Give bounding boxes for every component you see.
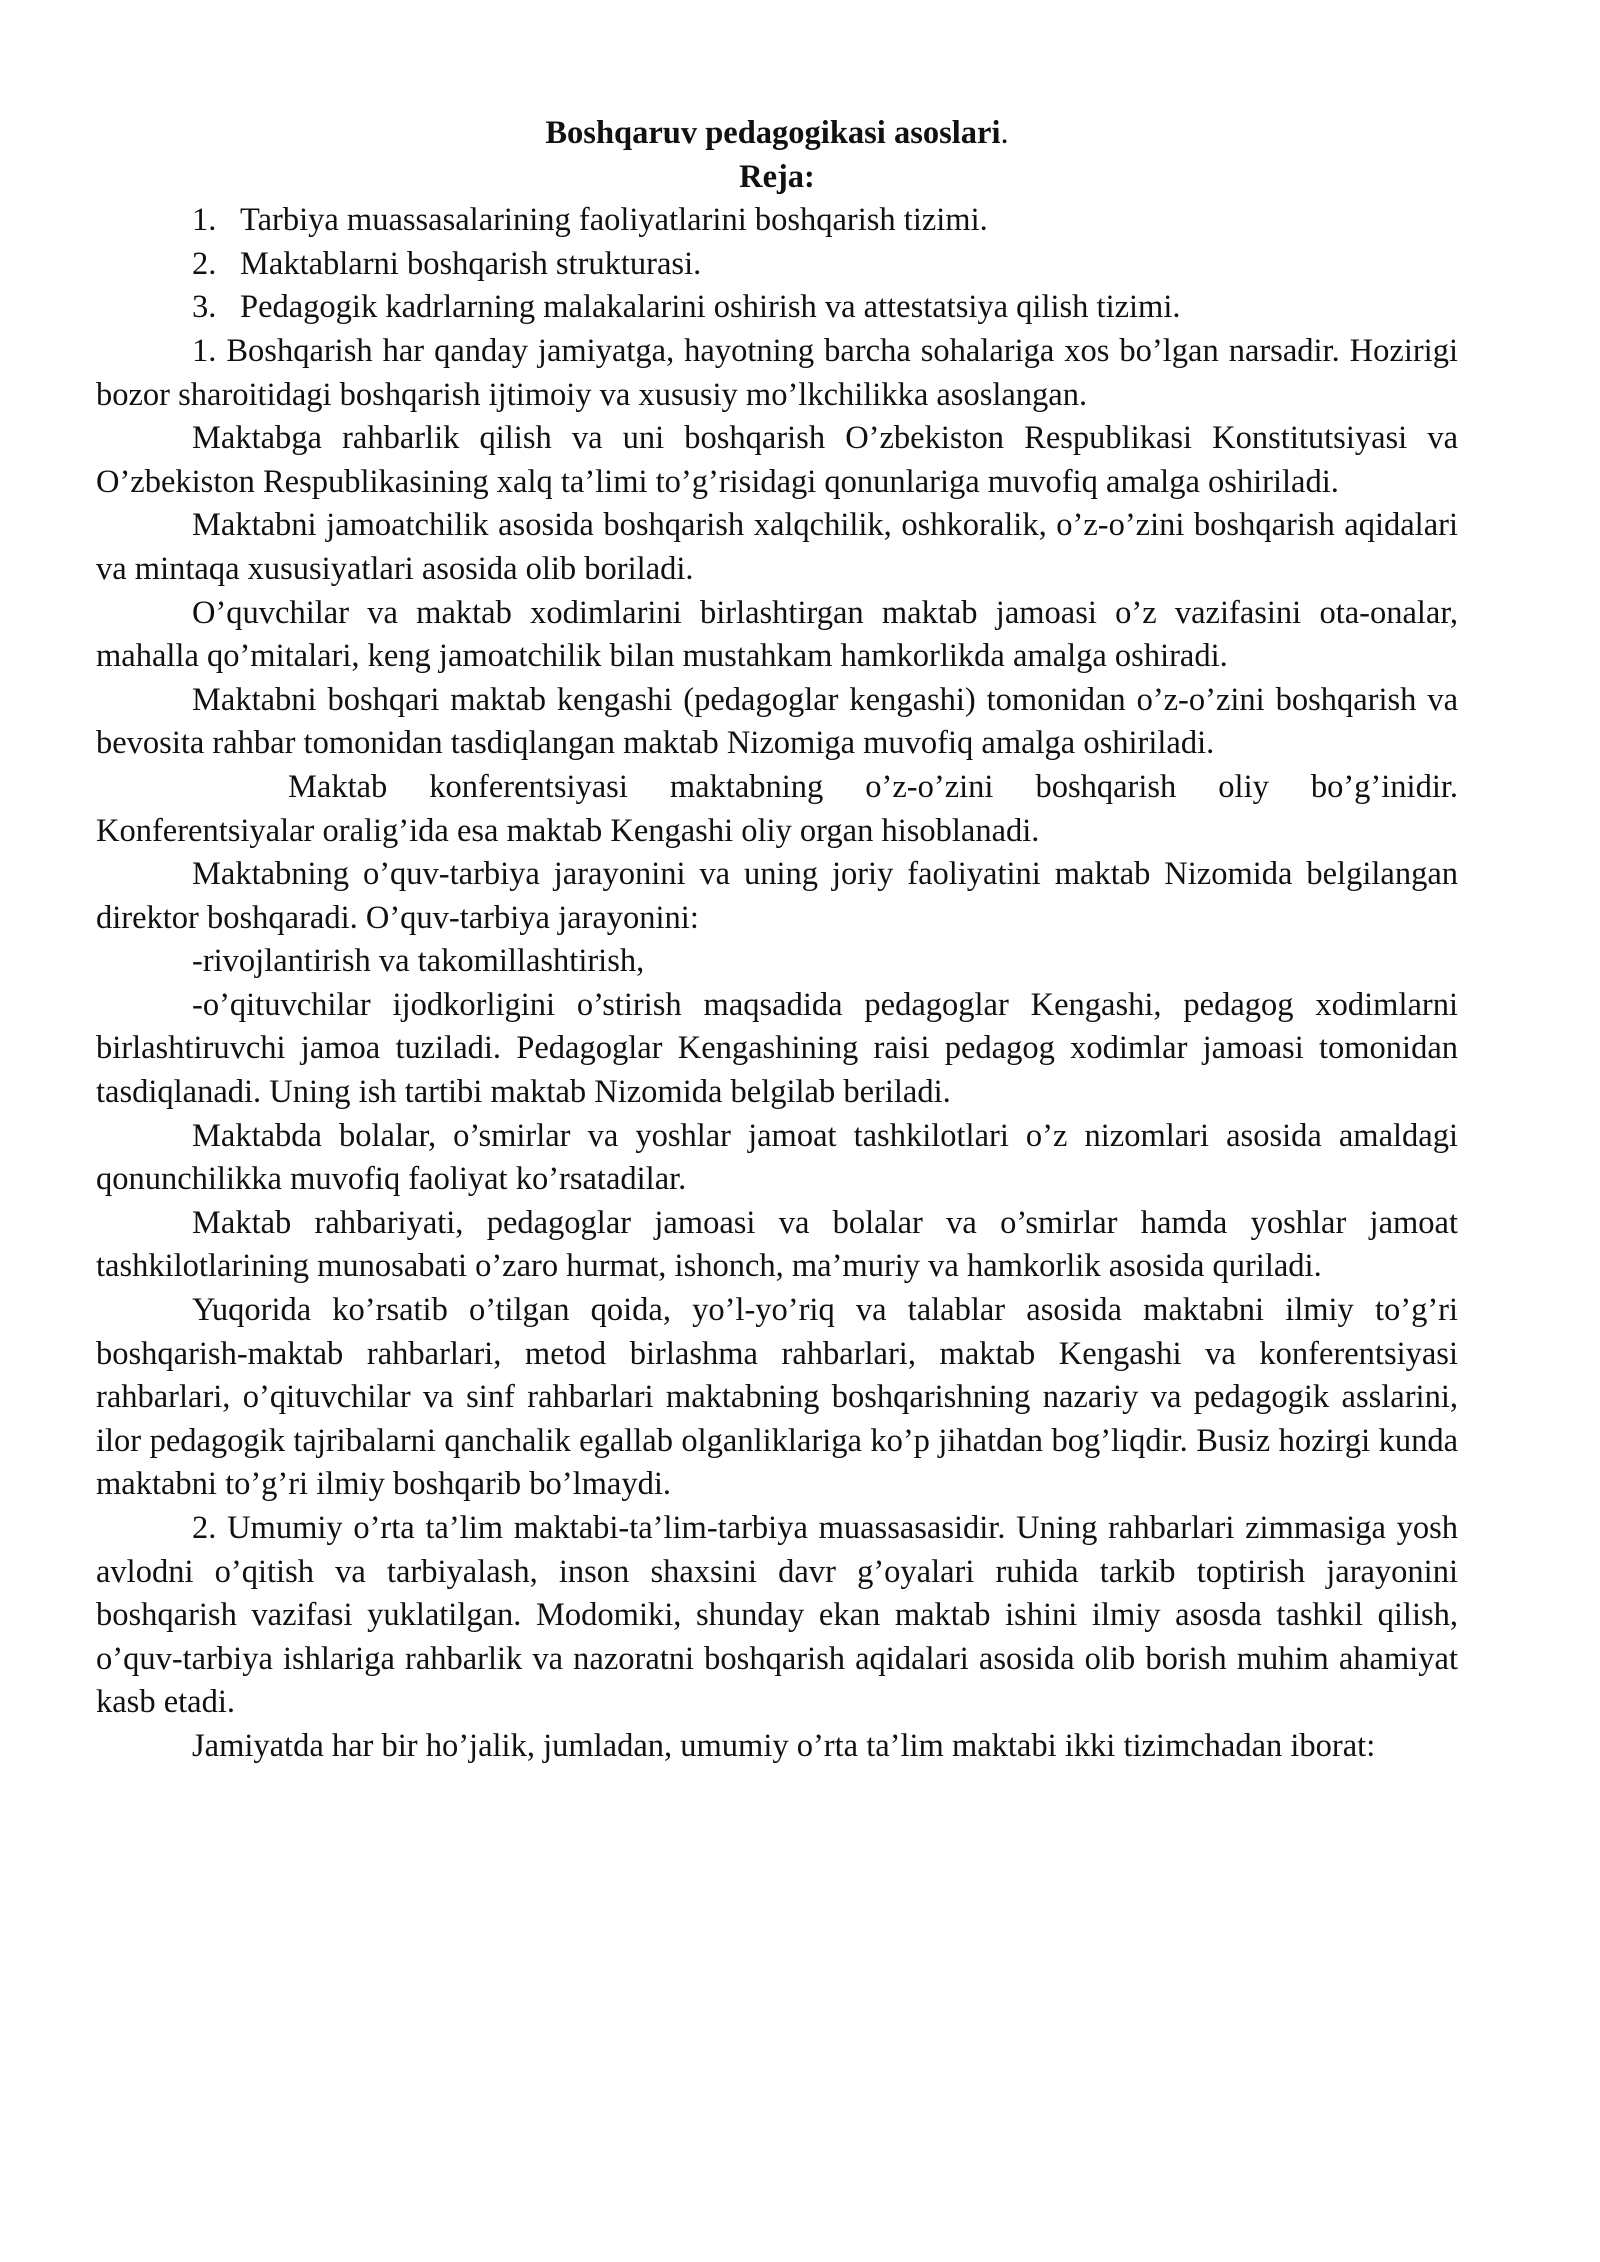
body-paragraph: 1. Boshqarish har qanday jamiyatga, hayotning barcha sohalariga xos bo’lgan narsadir. Hozirigi bozor sharoitidagi boshqarish ijtimoiy va xususiy mo’lkchilikka asoslangan. [96, 332, 1458, 413]
plan-item-number: 3. [192, 289, 217, 326]
body-paragraph: Maktab rahbariyati, pedagoglar jamoasi va bolalar va o’smirlar hamda yoshlar jamoat tashkilotlarining munosabati o’zaro hurmat, ishonch, ma’muriy va hamkorlik asosida quriladi. [96, 1204, 1458, 1285]
document-title [96, 112, 1458, 156]
plan-heading: Reja: [739, 158, 815, 195]
list-dash-item: -rivojlantirish va takomillashtirish, [192, 943, 645, 980]
plan-item-number: 1. [192, 202, 217, 239]
body-paragraph: Maktabga rahbarlik qilish va uni boshqarish O’zbekiston Respublikasi Konstitutsiyasi va O’zbekiston Respublikasining xalq ta’limi to’g’risidagi qonunlariga muvofiq amalga oshiriladi. [96, 420, 1458, 500]
document-page [96, 112, 1458, 1769]
body-paragraph: Maktabni boshqari maktab kengashi (pedagoglar kengashi) tomonidan o’z-o’zini boshqarish va bevosita rahbar tomonidan tasdiqlangan maktab Nizomiga muvofiq amalga oshiriladi. [96, 681, 1458, 762]
plan-item [96, 243, 1458, 287]
body-paragraph: O’quvchilar va maktab xodimlarini birlashtirgan maktab jamoasi o’z vazifasini ota-onalar, mahalla qo’mitalari, keng jamoatchilik bilan mustahkam hamkorlikda amalga oshiradi. [96, 594, 1458, 675]
body-paragraph: 2. Umumiy o’rta ta’lim maktabi-ta’lim-tarbiya muassasasidir. Uning rahbarlari zimmasiga yosh avlodni o’qitish va tarbiyalash, inson shaxsini davr g’oyalari ruhida tarkib toptirish jarayonini boshqarish vazifasi yuklatilgan. Modomiki, shunday ekan maktab ishini ilmiy asosda tashkil qilish, o’quv-tarbiya ishlariga rahbarlik va nazoratni boshqarish aqidalari asosida olib borish muhim ahamiyat kasb etadi. [96, 1510, 1458, 1721]
body-paragraph: Yuqorida ko’rsatib o’tilgan qoida, yo’l-yo’riq va talablar asosida maktabni ilmiy to’g’ri boshqarish-maktab rahbarlari, metod birlashma rahbarlari, maktab Kengashi va konferentsiyasi rahbarlari, o’qituvchilar va sinf rahbarlari maktabning boshqarishning nazariy va pedagogik asslarini, ilor pedagogik tajribalarni qanchalik egallab olganliklariga ko’p jihatdan bog’liqdir. Busiz hozirgi kunda maktabni to’g’ri ilmiy boshqarib bo’lmaydi. [96, 1292, 1458, 1503]
plan-item [96, 286, 1458, 330]
body-paragraph: Jamiyatda har bir ho’jalik, jumladan, umumiy o’rta ta’lim maktabi ikki tizimchadan iborat: [192, 1727, 1376, 1764]
plan-item-text: Pedagogik kadrlarning malakalarini oshirish va attestatsiya qilish tizimi. [240, 289, 1181, 326]
body-paragraph: Maktab konferentsiyasi maktabning o’z-o’zini boshqarish oliy bo’g’inidir. Konferentsiyalar oralig’ida esa maktab Kengashi oliy organ hisoblanadi. [96, 768, 1458, 849]
plan-item-text: Maktablarni boshqarish strukturasi. [240, 245, 702, 282]
document-title-text: Boshqaruv pedagogikasi asoslari [545, 115, 1001, 151]
list-dash-item: -o’qituvchilar ijodkorligini o’stirish maqsadida pedagoglar Kengashi, pedagog xodimlarni birlashtiruvchi jamoa tuziladi. Pedagoglar Kengashining raisi pedagog xodimlar jamoasi tomonidan tasdiqlanadi. Uning ish tartibi maktab Nizomida belgilab beriladi. [96, 986, 1458, 1111]
plan-item-number: 2. [192, 245, 217, 282]
body-paragraph: Maktabda bolalar, o’smirlar va yoshlar jamoat tashkilotlari o’z nizomlari asosida amaldagi qonunchilikka muvofiq faoliyat ko’rsatadilar. [96, 1117, 1458, 1198]
body-paragraph: Maktabni jamoatchilik asosida boshqarish xalqchilik, oshkoralik, o’z-o’zini boshqarish aqidalari va mintaqa xususiyatlari asosida olib boriladi. [96, 507, 1458, 587]
plan-item [96, 199, 1458, 243]
body-paragraph: Maktabning o’quv-tarbiya jarayonini va uning joriy faoliyatini maktab Nizomida belgilangan direktor boshqaradi. O’quv-tarbiya jarayonini: [96, 856, 1458, 936]
plan-list [96, 199, 1458, 330]
plan-item-text: Tarbiya muassasalarining faoliyatlarini boshqarish tizimi. [240, 202, 988, 239]
document-title-suffix: . [1000, 115, 1009, 151]
